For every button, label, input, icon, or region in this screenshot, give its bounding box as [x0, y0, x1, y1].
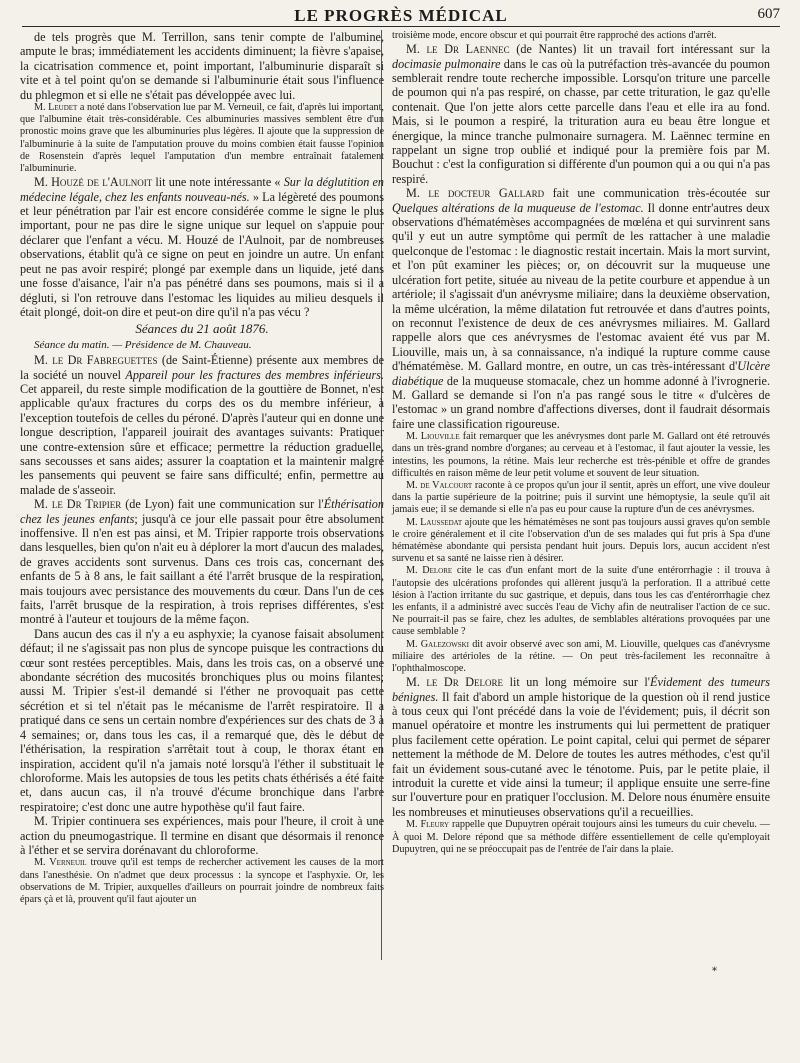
- note-continuation: troisième mode, encore obscur et qui pourrait être rapproché des actions d'arrêt.: [392, 30, 717, 41]
- paragraph-text: lit une note intéressante «: [152, 175, 284, 190]
- note-laussedat: [392, 517, 770, 566]
- speaker-name: M. le Dr Fabreguettes: [34, 353, 158, 368]
- paragraph-text: cite le cas d'un enfant mort de la suite d'une entérorrhagie : il trouva à l'autopsie des ulcérations profondes qui allèrent jusqu'à la perforation. Il a attribué cette lésion à l'action irritante du suc gastrique, et depuis, dans tous les cas d'entérorrhagie chez les enfants, il a administré avec succès l'eau de Vichy afin de neutraliser l'action de ce suc. Ne pourrait-il pas se faire, chez les adultes, de semblables altérations provoquées par une cause semblable ?: [392, 565, 771, 638]
- speaker-name: M. le Dr Delore: [406, 675, 504, 690]
- paragraph-gallard: [392, 186, 770, 431]
- speaker-name: M. Houzé de l'Aulnoit: [34, 175, 153, 190]
- paragraph-text: (de Saint-Étienne) présente aux membres de la société un nouvel: [20, 353, 384, 382]
- paragraph-tripier: [20, 497, 384, 627]
- note-galezowski: [392, 639, 770, 676]
- paper-title: Quelques altérations de la muqueuse de l'estomac.: [392, 200, 644, 215]
- speaker-name: M. Galezowski: [406, 638, 469, 650]
- paragraph-text: Il donne entr'autres deux observations d'hématémèses accompagnées de mœléna et qui survinrent sans qu'il y eut un autre symptôme qui permît de les rattacher à une maladie quelconque de l'estomac : le diagnostic restait incertain. Mais la mort survint, et l'on pût examiner les pièces; or, on découvrit sur la muqueuse une ulcération fort petite, située au niveau de la petite courbure et appendue à un artériole; il s'agissait d'un anévrysme miliaire; dans la deuxième observation, la même ulcération, la même dilatation fut retrouvée et dans d'autres points, on reconnut l'existence de deux de ces anévrysmes miliaires. M. Gallard rappelle alors que ces anévrysmes de l'estomac avaient été vus par M. Liouville, mais un, à sa connaissance, n'a indiqué la rupture comme cause d'hématémèse. M. Gallard montre, en outre, un cas très-intéressant d': [392, 200, 770, 374]
- running-header: [22, 4, 780, 27]
- paragraph-text: trouve qu'il est temps de rechercher activement les causes de la mort dans l'anesthésie. On n'admet que deux processus : la syncope et l'asphyxie. Or, les observations de M. Tripier, auxquelles d'ailleurs on pourrait joindre de nombreux faits épars çà et là, prouvent qu'il faut ajouter un: [20, 857, 384, 905]
- paper-title: Sur la déglutition en médecine légale, chez les enfants nouveau-nés.: [20, 175, 384, 204]
- paragraph-laennec: [392, 42, 770, 186]
- note-leudet: [20, 102, 384, 175]
- note-fleury: [392, 819, 770, 856]
- paragraph-text: Il fait d'abord un ample historique de la question où il rend justice à tous ceux qui l'ont précédé dans la voie de l'évidement; puis, il décrit son manuel opératoire et montre les instruments qui lui permettent de pratiquer plus facilement cette opération. Le point capital, celui qui permet de séparer nettement la méthode de M. Delore de toutes les autres méthodes, c'est qu'il fait un évidement sous-cutané avec le ténotome. Puis, par le petite plaie, il introduit la curette et vide ainsi la tumeur; il applique ensuite une serre-fine sur l'ouverture pour en pratiquer l'occlusion. M. Delore nous énumère ensuite les nombreuses et minutieuses observations qu'il a recueillies.: [392, 689, 770, 819]
- paper-title: docimasie pulmonaire: [392, 56, 501, 71]
- paragraph-text: rappelle que Dupuytren opérait toujours ainsi les tumeurs du cuir chevelu. — À quoi M. Delore répond que sa méthode diffère essentiellement de celle qu'employait Dupuytren, qui ne se préoccupait pas de l'entrée de l'air dans la plaie.: [392, 819, 770, 855]
- session-subheading: Séance du matin. — Présidence de M. Chauveau.: [34, 338, 252, 351]
- paragraph-text: (de Nantes) lit un travail fort intéressant sur la: [509, 42, 770, 57]
- note-delore: [392, 565, 770, 638]
- speaker-name: M. le Dr Laennec: [406, 42, 510, 57]
- journal-title: LE PROGRÈS MÉDICAL: [294, 6, 508, 25]
- paragraph-text: lit un long mémoire sur l': [503, 675, 651, 690]
- note-liouville: [392, 431, 770, 480]
- speaker-name: M. Laussedat: [406, 516, 463, 528]
- right-column: [392, 30, 770, 856]
- paragraph: M. Tripier continuera ses expériences, mais pour l'heure, il croit à une action du pneumogastrique. Il termine en disant que désormais il renonce à l'éther et se servira dorénavant du chloroforme.: [20, 814, 384, 857]
- left-column: [20, 30, 384, 906]
- speaker-name: M. Liouville: [406, 431, 460, 443]
- speaker-name: M. le Dr Tripier: [34, 497, 122, 512]
- note-valcourt: [392, 480, 770, 517]
- paragraph-text: fait remarquer que les anévrysmes dont parle M. Gallard ont été retrouvés dans un très-grand nombre d'organes; au cerveau et à l'estomac, il faut ajouter la vessie, les intestins, les poumons, la rétine. Mais leur recherche est très-pénible et offre de grandes difficultés en raison même de leur petit volume et souvent de leur situation.: [392, 431, 771, 479]
- speaker-name: M. Leudet: [34, 102, 78, 114]
- speaker-name: M. de Valcourt: [406, 479, 473, 491]
- paragraph-text: » La légèreté des poumons et leur pénétration par l'air est encore considérée comme le signe le plus important, pour ne pas dire le signe unique sur lequel on s'appuie pour déclarer que l'enfant a vécu. M. Houzé de l'Aulnoit, par de nombreuses observations, établit qu'à ce signe on peut en joindre un autre. Un enfant peut ne pas avoir respiré; plongé par exemple dans un liquide, jeté dans une fosse d'aisance, l'air n'a pas pénétré dans ses poumons, mais si il a dégluti, si l'on retrouve dans l'estomac les liquides au milieu desquels il était plongé, doit-on dire et peut-on dire qu'il n'a pas vécu ?: [20, 189, 384, 319]
- paragraph-text: Cet appareil, du reste simple modification de la gouttière de Bonnet, n'est applicable qu'aux fractures du corps des os du membre inférieur, à l'exception toutefois de celles du péroné. D'après l'auteur qui en donne une longue description, l'appareil jouirait des avantages suivants: Pratiquer une contre-extension sûre et efficace; permettre la réduction graduelle, sans secousses et sans aides; assurer la coaptation et la maintenir malgré les pansements qui peuvent se faire sans difficulté; enfin, permettre au malade de s'asseoir.: [20, 381, 384, 497]
- paper-title: Ulcère diabétique: [392, 359, 770, 388]
- speaker-name: M. le docteur Gallard: [406, 186, 545, 201]
- paragraph: Dans aucun des cas il n'y a eu asphyxie; la cyanose faisait absolument défaut; il ne s'agissait pas non plus de syncope puisque les contractions du cœur sont restées perceptibles. Mais, dans les trois cas, on a observé une abondante sécrétion des mucosités bronchiques plus ou moins filantes; aussi M. Tripier s'est-il demandé si l'éther ne provoquait pas cette sécrétion et si tel n'était pas le mécanisme de l'arrêt respiratoire. Il a pratiqué dans ce sens un certain nombre d'expériences sur des chats de 3 à 4 semaines; or, dans tous les cas, il a remarqué que, dès le début de l'éthérisation, la respiration s'arrêtait tout à coup, le thorax étant en inspiration, accident qu'il n'a jamais noté lorsqu'à l'éther il substituait le chloroforme. Mais les autopsies de tous les petits chats éthérisés a été faite et, dans aucun cas, il n'a trouvé d'écume bronchique dans l'arbre respiratoire; c'est donc une autre hypothèse qu'il faut faire.: [20, 626, 384, 814]
- paragraph-text: fait une communication très-écoutée sur: [544, 186, 770, 201]
- session-heading: Séances du 21 août 1876.: [135, 321, 269, 337]
- paragraph-text: de la muqueuse stomacale, chez un homme adonné à l'ivrognerie. M. Gallard se demande si l'on n'a pas rangé sous le titre « d'ulcères de l'estomac » un grand nombre d'affections diverses, dont il faudrait désormais faire une classification rigoureuse.: [392, 373, 770, 431]
- paragraph-houze: [20, 175, 384, 319]
- paper-title: Éthérisation chez les jeunes enfants: [20, 497, 384, 526]
- paragraph-text: ; jusqu'à ce jour elle passait pour être absolument inoffensive. Il n'en est pas ainsi, et M. Tripier rapporte trois observations dans lesquelles, bien qu'on n'ait eu à déplorer la mort d'aucun des malades, de graves accidents sont survenus. Dans ces trois cas, concernant des enfants de 5 à 8 ans, le fait saillant a été l'arrêt brusque de la respiration, mais toujours avec persistance des mouvements du cœur. Dans l'un de ces faits, l'arrêt brusque de la respiration, à trois reprises différentes, s'est montré à l'auteur et toujours de la même façon.: [20, 511, 384, 627]
- paragraph-text: ajoute que les hématémèses ne sont pas toujours aussi graves qu'on semble le croire généralement et il cite l'observation d'un de ses malades qui fut pris à Spa d'une hématémèse abondante qui persista pendant huit jours. Depuis lors, aucun accident n'est survenu et sa santé ne laisse rien à désirer.: [392, 516, 770, 565]
- paragraph-fabreguettes: [20, 353, 384, 497]
- paper-title: Appareil pour les fractures des membres inférieurs.: [125, 367, 384, 382]
- paragraph-text: dans le cas où la putréfaction très-avancée du poumon semblerait rendre toute recherche impossible. Lorsqu'on triture une parcelle de poumon qui n'a pas respiré, on chasse, par cette trituration, le gaz qu'elle contenait. Que l'on jette alors cette parcelle dans l'eau et elle ira au fond. Mais, si le poumon a respiré, la trituration aura eu beau être longue et énergique, la mince tranche pulmonaire surnagera. M. Laënnec termine en rappelant un signe trop oublié et indiqué pour la première fois par M. Bouchut : c'est la configuration si différente d'un poumon qui a ou qui n'a pas respiré.: [392, 56, 770, 186]
- paragraph-text: a noté dans l'observation lue par M. Verneuil, ce fait, d'après lui important, que l'albumine était très-considérable. Ces albuminuries massives semblent être d'un pronostic moins grave que les albuminuries plus légères. Il ajoute que la suppression de l'albuminurie à la suite de l'amputation prouve du moins combien était fausse l'opinion de Rosenstein d'après lequel l'amputation d'un membre entraînait fatalement l'albuminurie.: [20, 102, 384, 175]
- paragraph: de tels progrès que M. Terrillon, sans tenir compte de l'albumine, ampute le bras; immédiatement les accidents diminuent; la fièvre s'apaise, la cicatrisation commence et, point important, l'albuminurie disparaît si vite et à tel point qu'on se demande si l'albuminurie était sous l'influence du phlegmon et si elle ne s'était pas développée avec lui.: [20, 30, 384, 102]
- speaker-name: M. Verneuil: [34, 857, 87, 869]
- speaker-name: M. Fleury: [406, 819, 450, 831]
- speaker-name: M. Delore: [406, 565, 453, 577]
- paragraph-text: (de Lyon) fait une communication sur l': [121, 497, 324, 512]
- note-verneuil: [20, 857, 384, 906]
- footer-mark: *: [712, 966, 717, 977]
- page-number: 607: [757, 6, 780, 22]
- paragraph-delore: [392, 675, 770, 819]
- paper-title: Évidement des tumeurs bénignes.: [392, 675, 771, 704]
- paragraph-text: raconte à ce propos qu'un jour il sentit, après un effort, une vive douleur dans la partie supérieure de la poitrine; puis il survint une hémoptysie, la seule qu'il ait jamais eue; il se demande si elle n'a pas eu pour cause la rupture d'un de ces anévrysmes.: [392, 479, 770, 516]
- paragraph-text: dit avoir observé avec son ami, M. Liouville, quelques cas d'anévrysme miliaire des artérioles de la rétine. — On peut très-facilement les reconnaître à l'ophthalmoscope.: [392, 638, 771, 675]
